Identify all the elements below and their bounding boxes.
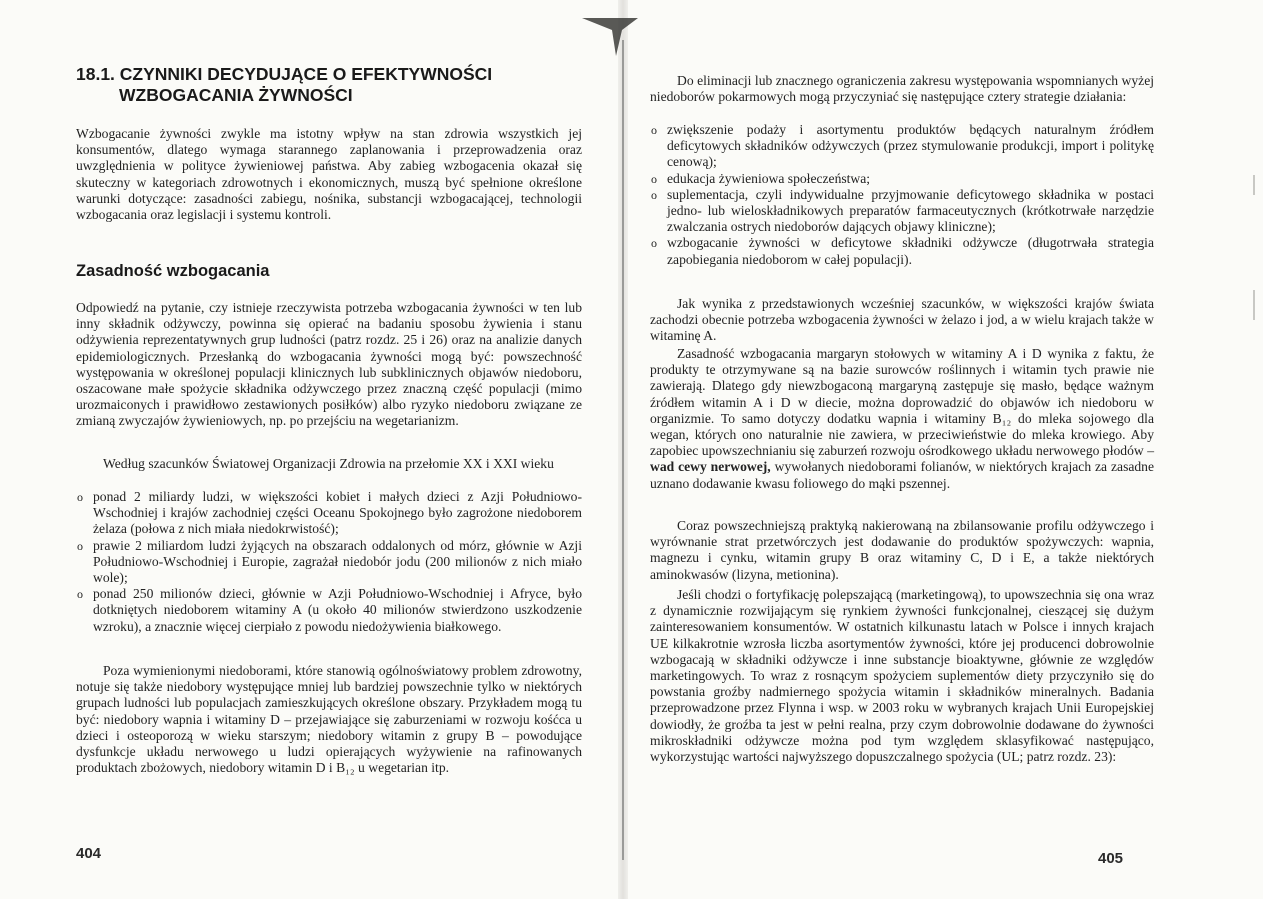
right-paragraph-1: Do eliminacji lub znacznego ograniczenia zakresu występowania wspomnianych wyżej niedoborów pokarmowych mogą przyczyniać się następujące cztery strategie działania: bbox=[650, 73, 1154, 105]
bold-term: wad cewy nerwowej, bbox=[650, 459, 771, 475]
intro-paragraph: Wzbogacanie żywności zwykle ma istotny wpływ na stan zdrowia wszystkich jej konsumentów, dlatego wymaga starannego zaplanowania i przeprowadzenia oraz uwzględnienia w polityce żywieniowej państwa. Aby zabieg wzbogacenia okazał się skuteczny w kategoriach zdrowotnych i ekonomicznych, muszą być spełnione określone warunki dotyczące: zasadności zabiegu, nośnika, substancji wzbogacającej, technologii wzbogacania oraz legislacji i systemu kontroli. bbox=[76, 126, 582, 223]
right-page bbox=[628, 0, 1263, 899]
page-number-left: 404 bbox=[76, 845, 102, 862]
list-item: o ponad 2 miliardy ludzi, w większości kobiet i małych dzieci z Azji Południowo-Wschodniej i krajów zachodniej części Oceanu Spokojnego było zagrożone niedoborem żelaza (połowa z nich miała niedokrwistość); bbox=[77, 489, 582, 537]
heading-line-2: WZBOGACANIA ŻYWNOŚCI bbox=[119, 85, 353, 105]
left-page bbox=[0, 0, 618, 899]
right-paragraph-2: Jak wynika z przedstawionych wcześniej szacunków, w większości krajów świata zachodzi obecnie potrzeba wzbogacenia żywności w żelazo i jod, a w wielu krajach także w witaminę A. bbox=[650, 296, 1154, 344]
left-paragraph-3: Poza wymienionymi niedoborami, które stanowią ogólnoświatowy problem zdrowotny, notuje się także niedobory występujące mniej lub bardziej powszechnie tylko w niektórych grupach ludności lub populacjach zamieszkujących określone obszary. Przykładem mogą tu być: niedobory wapnia i witaminy D – przejawiające się zaburzeniami w rozwoju kośćca u dzieci i osteoporozą w wieku starszym; niedobory witamin z grupy B – powodujące dysfunkcje układu nerwowego u ludzi opierających wyżywienie na rafinowanych produktach zbożowych, niedobory witamin D i B₁₂ u wegetarian itp. bbox=[76, 663, 582, 776]
right-paragraph-3: Zasadność wzbogacania margaryn stołowych w witaminy A i D wynika z faktu, że produkty te otrzymywane są na bazie surowców roślinnych i witamin tych prawie nie zawierają. Dlatego gdy niewzbogaconą margaryną zastępuje się masło, będące ważnym źródłem witamin A i D w diecie, można doprowadzić do objawów ich niedoboru w organizmie. To samo dotyczy dodatku wapnia i witaminy B₁₂ do mleka sojowego dla wegan, których ono naturalnie nie zawiera, w przeciwieństwie do mleka krowiego. Aby zapobiec upowszechnianiu się zaburzeń rozwoju ośrodkowego układu nerwowego płodów – wad cewy nerwowej, wywołanych niedoborami folianów, w niektórych krajach za zasadne uznano dodawanie kwasu foliowego do mąki pszennej. bbox=[650, 346, 1155, 491]
page-number-right: 405 bbox=[1098, 850, 1124, 867]
scan-edge-mark bbox=[1253, 175, 1255, 195]
right-bullet-list bbox=[650, 122, 1154, 268]
heading-line-1: 18.1. CZYNNIKI DECYDUJĄCE O EFEKTYWNOŚCI bbox=[76, 64, 493, 84]
right-paragraph-4: Coraz powszechniejszą praktyką nakierowaną na zbilansowanie profilu odżywczego i wyrównanie strat przetwórczych jest dodawanie do produktów spożywczych: wapnia, magnezu i cynku, witamin grupy B oraz witaminy C, D i E, a także niektórych aminokwasów (lizyna, metionina). bbox=[650, 518, 1154, 582]
list-item: o prawie 2 miliardom ludzi żyjących na obszarach oddalonych od mórz, głównie w Azji Południowo-Wschodniej i Europie, zagrażał niedobór jodu (200 milionów z nich miało wole); bbox=[77, 537, 582, 586]
list-item: o edukacja żywieniowa społeczeństwa; bbox=[651, 170, 871, 186]
section-heading bbox=[76, 64, 596, 106]
list-item: o ponad 250 milionów dzieci, głównie w Azji Południowo-Wschodniej i Afryce, było dotkniętych niedoborem witaminy A (u około 40 milionów stwierdzono uszkodzenie wzroku), a znacznie więcej cierpiało z powodu niedożywienia białkowego. bbox=[77, 586, 582, 634]
right-paragraph-5: Jeśli chodzi o fortyfikację polepszającą (marketingową), to upowszechnia się ona wraz z dynamicznie rozwijającym się rynkiem żywności funkcjonalnej, cieszącej się dużym zainteresowaniem konsumentów. W ostatnich kilkunastu latach w Polsce i innych krajach UE kilkakrotnie wzrosła liczba asortymentów żywności, które jej producenci dobrowolnie wzbogacają w składniki odżywcze i inne substancje bioaktywne, głównie ze względów marketingowych. To wraz z rosnącym spożyciem suplementów diety przyczyniło się do powstania groźby nadmiernego spożycia witamin i składników mineralnych. Badania przeprowadzone przez Flynna i wsp. w 2003 roku w wybranych krajach Unii Europejskiej dowiodły, że groźba ta jest w pełni realna, przy czym dobrowolnie dodawane do żywności mikroskładniki odżywcze można pod tym względem sklasyfikować następująco, wykorzystując wartości najwyższego dopuszczalnego spożycia (UL; patrz rozdz. 23): bbox=[650, 587, 1154, 765]
list-item: o wzbogacanie żywności w deficytowe składniki odżywcze (długotrwała strategia zapobiegania niedoborom w całej populacji). bbox=[651, 235, 1154, 267]
left-paragraph-1: Odpowiedź na pytanie, czy istnieje rzeczywista potrzeba wzbogacania żywności w ten lub inny składnik odżywczy, powinna się opierać na badaniu sposobu żywienia i stanu odżywienia reprezentatywnych grup ludności (patrz rozdz. 25 i 26) oraz na analizie danych epidemiologicznych. Przesłanką do wzbogacania żywności mogą być: powszechność występowania w określonej populacji klinicznych lub subklinicznych objawów niedoboru, oszacowane małe spożycie składnika odżywczego przez znaczną część populacji (mimo urozmaiconych i prawidłowo zestawionych posiłków) albo ryzyko niedoboru związane ze zmianą zwyczajów żywieniowych, np. po przejściu na wegetarianizm. bbox=[76, 300, 582, 429]
list-item: o suplementacja, czyli indywidualne przyjmowanie deficytowego składnika w postaci jedno- lub wieloskładnikowych preparatów farmaceutycznych (krótkotrwałe narzędzie zwalczania ostrych niedoborów dających objawy kliniczne); bbox=[651, 186, 1154, 235]
list-item: o zwiększenie podaży i asortymentu produktów będących naturalnym źródłem deficytowych składników odżywczych (przez stymulowanie produkcji, import i politykę cenową); bbox=[651, 122, 1154, 170]
gutter-line bbox=[622, 40, 624, 860]
left-bullet-list bbox=[76, 489, 582, 635]
scan-edge-mark bbox=[1253, 290, 1255, 320]
left-paragraph-2: Według szacunków Światowej Organizacji Zdrowia na przełomie XX i XXI wieku bbox=[103, 456, 554, 471]
subheading: Zasadność wzbogacania bbox=[76, 262, 270, 280]
